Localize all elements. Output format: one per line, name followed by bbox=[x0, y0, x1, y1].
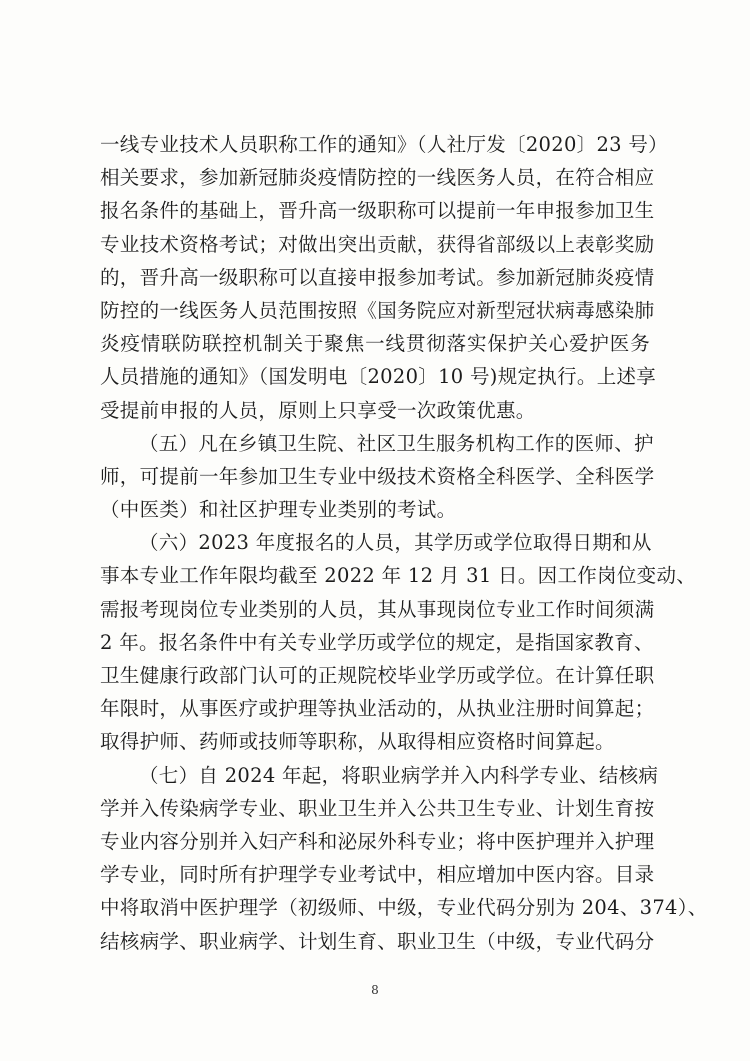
body-text bbox=[100, 128, 708, 958]
text-line: 取得护师、药师或技师等职称，从取得相应资格时间算起。 bbox=[100, 730, 615, 754]
text-line: 学专业，同时所有护理学专业考试中，相应增加中医内容。目录 bbox=[100, 863, 655, 887]
text-line: 防控的一线医务人员范围按照《国务院应对新型冠状病毒感染肺 bbox=[100, 298, 655, 322]
text-line: 结核病学、职业病学、计划生育、职业卫生（中级，专业代码分 bbox=[100, 929, 655, 953]
text-line: 专业内容分别并入妇产科和泌尿外科专业；将中医护理并入护理 bbox=[100, 829, 655, 853]
text-line: 卫生健康行政部门认可的正规院校毕业学历或学位。在计算任职 bbox=[100, 664, 655, 687]
paragraph-five-start: （五）凡在乡镇卫生院、社区卫生服务机构工作的医师、护 bbox=[139, 431, 654, 455]
text-line: 炎疫情联防联控机制关于聚焦一线贯彻落实保护关心爱护医务 bbox=[100, 332, 650, 356]
page-number: 8 bbox=[371, 983, 379, 997]
text-line: 一线专业技术人员职称工作的通知》（人社厅发〔2020〕23 号） bbox=[100, 133, 668, 156]
text-line: 中将取消中医护理学（初级师、中级，专业代码分别为 204、374）、 bbox=[100, 896, 708, 920]
text-line: 年限时，从事医疗或护理等执业活动的，从执业注册时间算起； bbox=[100, 697, 655, 721]
text-line: 的，晋升高一级职称可以直接申报参加考试。参加新冠肺炎疫情 bbox=[100, 265, 655, 289]
text-line: 受提前申报的人员，原则上只享受一次政策优惠。 bbox=[100, 398, 536, 422]
text-line: 事本专业工作年限均截至 2022 年 12 月 31 日。因工作岗位变动、 bbox=[100, 564, 697, 588]
text-line: 人员措施的通知》（国发明电〔2020〕10 号)规定执行。上述享 bbox=[100, 365, 657, 389]
text-line: 师，可提前一年参加卫生专业中级技术资格全科医学、全科医学 bbox=[100, 464, 655, 488]
text-line: 报名条件的基础上，晋升高一级职称可以提前一年申报参加卫生 bbox=[100, 199, 655, 223]
text-line: （中医类）和社区护理专业类别的考试。 bbox=[100, 498, 457, 522]
text-line: 专业技术资格考试；对做出突出贡献，获得省部级以上表彰奖励 bbox=[100, 232, 655, 256]
text-line: 学并入传染病学专业、职业卫生并入公共卫生专业、计划生育按 bbox=[100, 796, 655, 820]
text-line: 需报考现岗位专业类别的人员，其从事现岗位专业工作时间须满 bbox=[100, 597, 655, 621]
text-line: 2 年。报名条件中有关专业学历或学位的规定，是指国家教育、 bbox=[100, 630, 654, 654]
text-line: 相关要求，参加新冠肺炎疫情防控的一线医务人员，在符合相应 bbox=[100, 166, 655, 190]
paragraph-six-start: （六）2023 年度报名的人员，其学历或学位取得日期和从 bbox=[139, 531, 652, 555]
paragraph-seven-start: （七）自 2024 年起，将职业病学并入内科学专业、结核病 bbox=[139, 763, 659, 787]
